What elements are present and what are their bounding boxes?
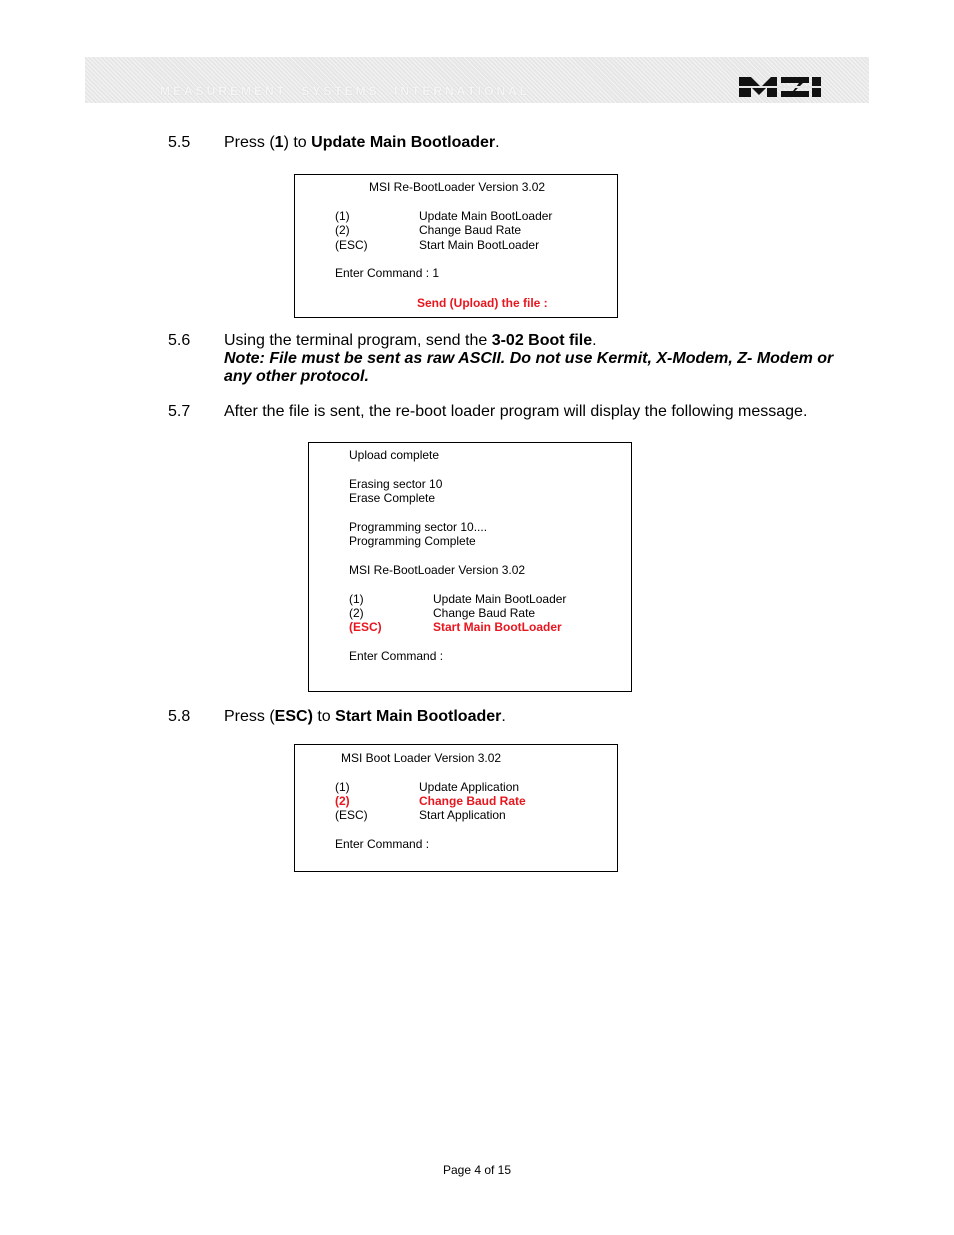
- note-text: Note: File must be sent as raw ASCII. Do not use Kermit, X-Modem, Z- Modem or any other protocol.: [224, 350, 834, 385]
- section-text: After the file is sent, the re-boot loader program will display the following message.: [224, 403, 808, 420]
- option-label: Update Application: [419, 780, 520, 794]
- text-run: Press (: [224, 134, 275, 151]
- text-run: Press (: [224, 708, 275, 725]
- company-name: MEASUREMENT SYSTEMS INTERNATIONAL: [160, 84, 531, 98]
- msi-logo-icon: [737, 75, 823, 99]
- terminal-line: Upload complete: [349, 448, 440, 462]
- key-label: 1: [274, 134, 284, 151]
- option-key: (1): [335, 780, 350, 794]
- header-band: [85, 57, 869, 103]
- option-label: Update Main BootLoader: [433, 592, 567, 606]
- option-key: (2): [335, 223, 350, 237]
- section-number: 5.6: [168, 332, 191, 349]
- option-key: (1): [335, 209, 350, 223]
- option-label: Change Baud Rate: [433, 606, 536, 620]
- text-run: Using the terminal program, send the: [224, 332, 492, 349]
- option-key-highlighted: (2): [335, 794, 350, 808]
- option-label-highlighted: Start Main BootLoader: [433, 620, 562, 634]
- option-key: (2): [349, 606, 364, 620]
- terminal-line: Programming Complete: [349, 534, 476, 548]
- terminal-title: MSI Re-BootLoader Version 3.02: [369, 180, 546, 194]
- upload-status: Send (Upload) the file :: [417, 296, 548, 310]
- section-number: 5.5: [168, 134, 191, 151]
- terminal-title: MSI Re-BootLoader Version 3.02: [349, 563, 526, 577]
- option-key: (ESC): [335, 808, 368, 822]
- option-label: Start Application: [419, 808, 506, 822]
- text-run: .: [495, 134, 500, 151]
- option-label: Update Main BootLoader: [419, 209, 553, 223]
- command-label: Update Main Bootloader: [311, 134, 496, 151]
- terminal-box-2: [308, 442, 632, 692]
- page-number: Page 4 of 15: [442, 1163, 512, 1177]
- command-prompt: Enter Command : 1: [335, 266, 440, 280]
- option-key: (ESC): [335, 238, 368, 252]
- option-label: Change Baud Rate: [419, 223, 522, 237]
- option-key-highlighted: (ESC): [349, 620, 382, 634]
- section-text: [224, 708, 834, 726]
- command-label: Start Main Bootloader: [335, 708, 502, 725]
- key-label: ESC): [274, 708, 313, 725]
- text-run: to: [312, 708, 336, 725]
- option-label-highlighted: Change Baud Rate: [419, 794, 526, 808]
- terminal-line: Erasing sector 10: [349, 477, 443, 491]
- option-key: (1): [349, 592, 364, 606]
- text-run: .: [501, 708, 506, 725]
- section-text: [224, 332, 834, 386]
- option-label: Start Main BootLoader: [419, 238, 540, 252]
- file-label: 3-02 Boot file: [491, 332, 593, 349]
- terminal-line: Erase Complete: [349, 491, 436, 505]
- section-text: [224, 134, 834, 152]
- section-number: 5.8: [168, 708, 191, 725]
- terminal-line: Programming sector 10....: [349, 520, 488, 534]
- terminal-box-1: [294, 174, 618, 318]
- section-number: 5.7: [168, 403, 191, 420]
- command-prompt: Enter Command :: [349, 649, 444, 663]
- text-run: ) to: [283, 134, 312, 151]
- terminal-box-3: [294, 744, 618, 872]
- terminal-title: MSI Boot Loader Version 3.02: [341, 751, 502, 765]
- text-run: .: [592, 332, 597, 349]
- command-prompt: Enter Command :: [335, 837, 430, 851]
